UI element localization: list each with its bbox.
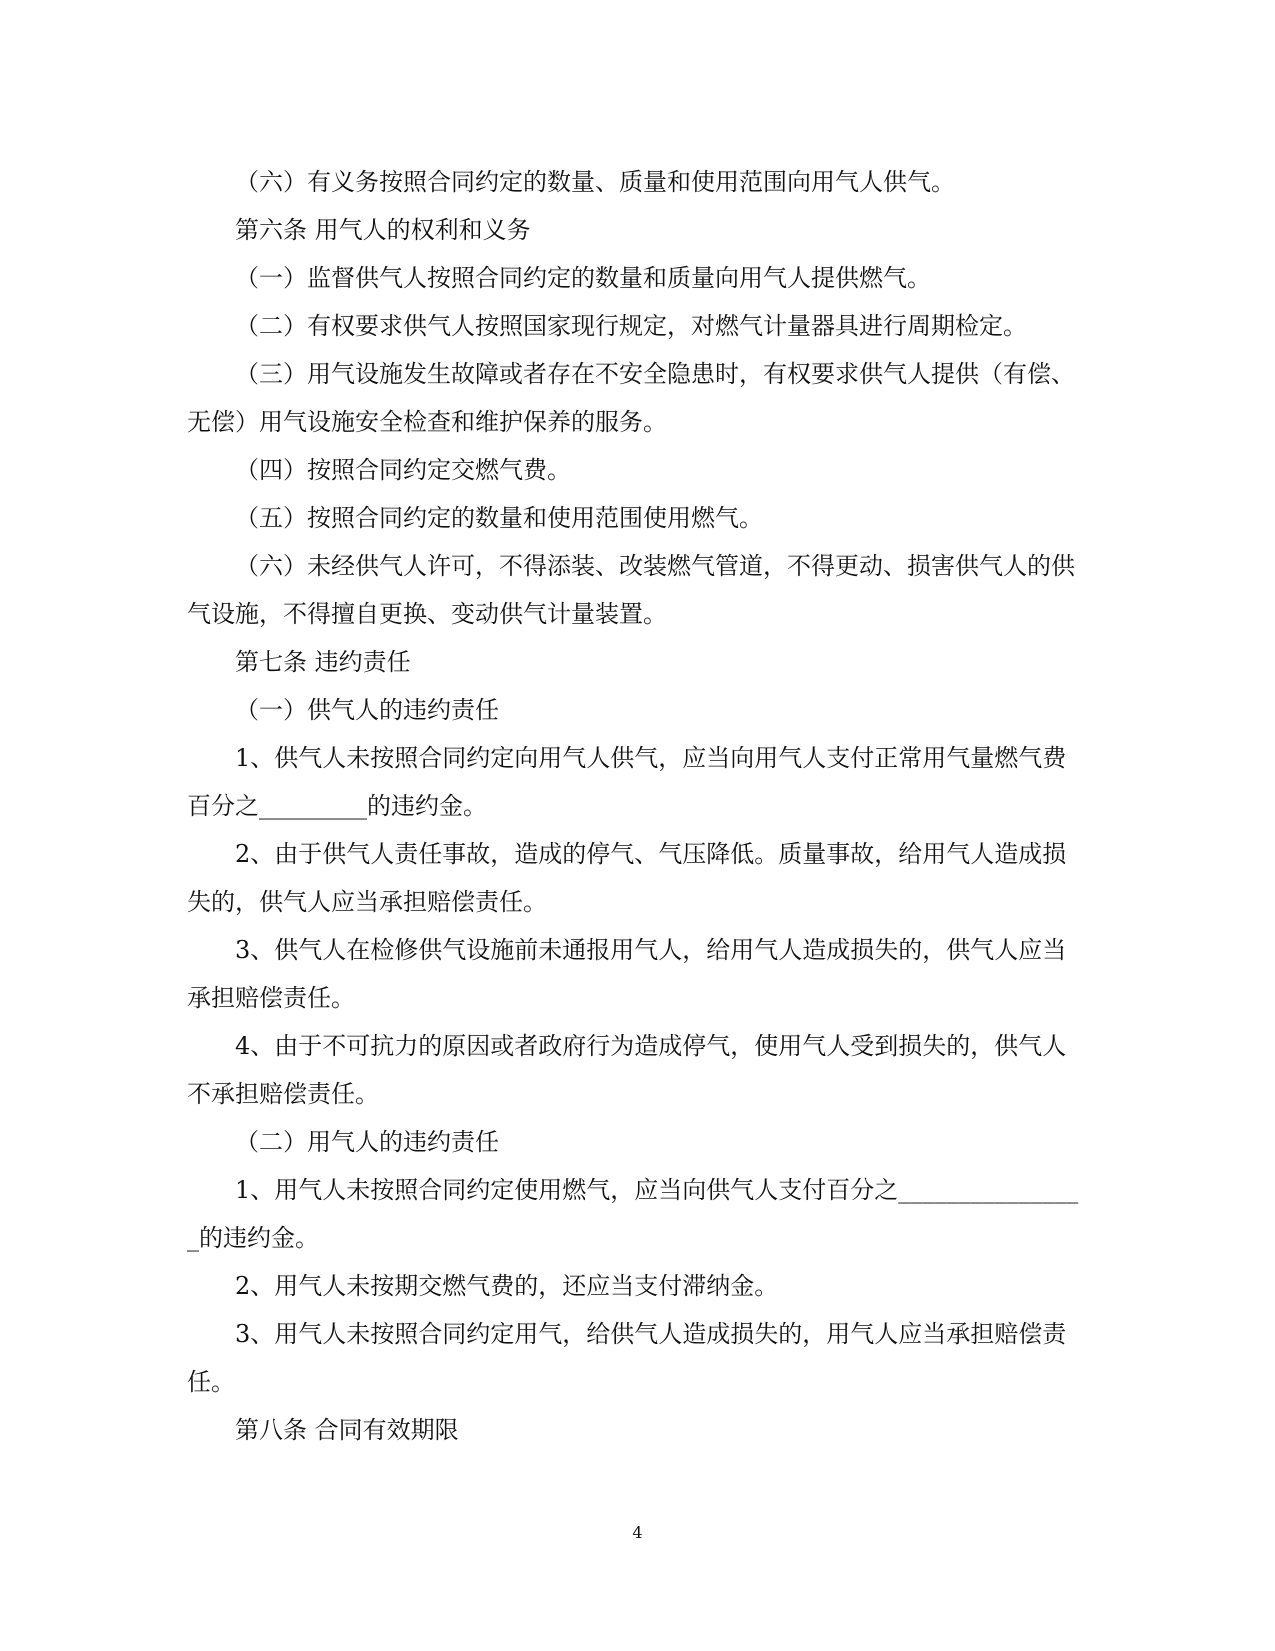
clause-item: （四）按照合同约定交燃气费。 (235, 456, 571, 484)
article-heading: 第六条 用气人的权利和义务 (235, 216, 531, 244)
clause-item: （一）监督供气人按照合同约定的数量和质量向用气人提供燃气。 (235, 264, 931, 292)
clause-item: （六）未经供气人许可，不得添装、改装燃气管道，不得更动、损害供气人的供气设施，不得擅自更换、变动供气计量装置。 (187, 552, 1075, 628)
clause-item: （二）用气人的违约责任 (235, 1128, 499, 1156)
article-heading: 第八条 合同有效期限 (235, 1416, 459, 1444)
clause-item: （六）有义务按照合同约定的数量、质量和使用范围向用气人供气。 (235, 168, 955, 196)
clause-item: 3、用气人未按照合同约定用气，给供气人造成损失的，用气人应当承担赔偿责任。 (187, 1320, 1067, 1396)
article-heading: 第七条 违约责任 (235, 648, 411, 676)
clause-item: 2、用气人未按期交燃气费的，还应当支付滞纳金。 (235, 1272, 779, 1300)
clause-item: 1、用气人未按照合同约定使用燃气，应当向供气人支付百分之________________的违约金。 (187, 1176, 1079, 1252)
clause-item: （一）供气人的违约责任 (235, 696, 499, 724)
clause-item: 1、供气人未按照合同约定向用气人供气，应当向用气人支付正常用气量燃气费百分之_________的违约金。 (187, 744, 1067, 820)
document-body (187, 158, 1089, 1454)
page-number: 4 (632, 1523, 643, 1542)
clause-item: （三）用气设施发生故障或者存在不安全隐患时，有权要求供气人提供（有偿、无偿）用气设施安全检查和维护保养的服务。 (187, 360, 1075, 436)
clause-item: 4、由于不可抗力的原因或者政府行为造成停气，使用气人受到损失的，供气人不承担赔偿责任。 (187, 1032, 1067, 1108)
clause-item: 3、供气人在检修供气设施前未通报用气人，给用气人造成损失的，供气人应当承担赔偿责任。 (187, 936, 1067, 1012)
clause-item: 2、由于供气人责任事故，造成的停气、气压降低。质量事故，给用气人造成损失的，供气人应当承担赔偿责任。 (187, 840, 1067, 916)
clause-item: （二）有权要求供气人按照国家现行规定，对燃气计量器具进行周期检定。 (235, 312, 1027, 340)
clause-item: （五）按照合同约定的数量和使用范围使用燃气。 (235, 504, 763, 532)
